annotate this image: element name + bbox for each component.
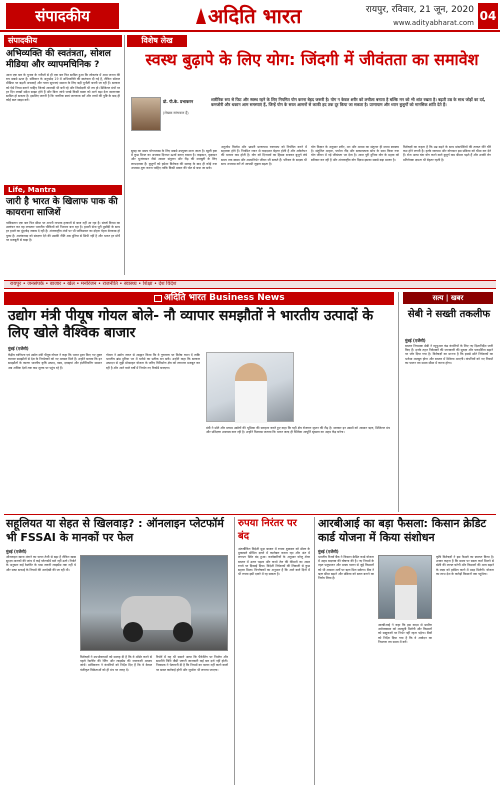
fssai-dateline: मुंबई (एजेंसी) <box>6 549 27 554</box>
special-article-label: विशेष लेख <box>127 35 187 47</box>
masthead <box>0 0 500 32</box>
newspaper-icon <box>154 295 162 302</box>
rbi-dateline: मुंबई (एजेंसी) <box>318 549 339 554</box>
page-number: 04 <box>478 3 498 29</box>
author-role: (लेखक स्तंभकार हैं) <box>163 111 189 115</box>
right-box <box>398 292 496 512</box>
fssai-col-3: रिपोर्ट में यह भी सामने आया कि पैकेजिंग पर निर्माण और समाप्ति तिथि जैसी जरूरी जानकारी कई बार दर्ज नहीं होती। नियामक ने चेतावनी दी है कि नियमों का पालन नहीं करने वालों पर सख्त कार्रवाई होगी और जुर्माना भी लगाया जाएगा। <box>156 655 228 672</box>
author-photo <box>131 97 161 131</box>
business-lead <box>4 306 394 512</box>
ticker-strip <box>4 280 496 289</box>
feature-col-2: अनुलोम विलोम और भ्रामरी प्राणायाम रक्तचाप को नियंत्रित करने में सहायक होते हैं। नियमित ध्यान से याददाश्त बेहतर होती है और अकेलेपन की भावना कम होती है। योग को दिनचर्या का हिस्सा बनाकर बुजुर्ग लंबे समय तक स्वस्थ और आत्मनिर्भर जीवन जी सकते हैं। परिवार के सदस्य भी साथ अभ्यास करें तो आपसी जुड़ाव बढ़ता है। <box>221 145 307 166</box>
fssai-col-1: ऑनलाइन खाना मंगाने का चलन तेजी से बढ़ा है लेकिन खाद्य सुरक्षा मानकों की जांच में कई प्लेटफॉर्म खरे नहीं उतरे। रिपोर्ट के अनुसार कई रेस्टोरेंट के पास जरूरी लाइसेंस तक नहीं थे और साफ सफाई के नियमों की अनदेखी की जा रही थी। <box>6 555 76 572</box>
column-divider <box>314 517 315 785</box>
editorial-body: आज एक बार के चुनाव के नतीजों से ही एक बार फिर साबित हुआ कि लोकतंत्र में आम जनता की राय सबसे ऊपर है। संविधान के अनुच्छेद 19 में अभिव्यक्ति की स्वतंत्रता दी गई है, लेकिन सोशल मीडिया पर बढ़ती अफवाहें और गलत सूचनाएं समाज के लिए बड़ी चुनौती बनती जा रही हैं। सरकार को ऐसे नियम बनाने चाहिए जिनसे आजादी भी बनी रहे और जिम्मेदारी भी तय हो। डिजिटल मंचों पर हर दिन लाखों संदेश साझा होते हैं और बिना जांचे परखे किसी खबर को आगे बढ़ा देना खतरनाक साबित हो सकता है। इसलिए जरूरी है कि नागरिक स्वयं जागरूक बनें और तथ्यों की पुष्टि के बाद ही कोई बात साझा करें। <box>6 73 120 103</box>
bottom-article-rupee <box>236 517 312 785</box>
left-column <box>4 35 122 275</box>
rbi-col-2: आरबीआई ने कहा कि इस कदम से ग्रामीण अर्थव्यवस्था को मजबूती मिलेगी और किसानों को साहूकारों पर निर्भर नहीं रहना पड़ेगा। बैंकों को निर्देश दिया गया है कि वे आवेदन का निपटारा तय समय में करें। <box>378 623 432 644</box>
column-divider <box>124 35 125 275</box>
feature-intro: शारीरिक रूप से फिट और स्वस्थ रहने के लिए नियमित योग करना बेहद जरूरी है। योग न केवल शरीर को लचीला बनाता है बल्कि मन को भी शांत रखता है। बढ़ती उम्र के साथ जोड़ों का दर्द, कमजोरी और थकान आम समस्याएं हैं, जिन्हें योग के सरल आसनों से काफी हद तक दूर किया जा सकता है। प्राणायाम और ध्यान बुजुर्गों को मानसिक शांति देते हैं। <box>211 97 486 108</box>
author-name: प्रो. पी.के. प्रभाकरन <box>163 99 194 104</box>
section-label-left: संपादकीय <box>6 3 119 29</box>
life-mantra-tag: Life, Mantra <box>4 185 122 195</box>
pak-headline: जारी है भारत के खिलाफ पाक की कायराना साजिशें <box>6 197 118 218</box>
bottom-article-rbi <box>316 517 496 785</box>
editorial-label: संपादकीय <box>4 35 122 47</box>
feature-col-1: सुबह का समय योगाभ्यास के लिए सबसे उपयुक्त माना जाता है। खुली हवा में कुछ मिनट का अभ्यास दिनभर ऊर्जा बनाए रखता है। ताड़ासन, वृक्षासन और भुजंगासन जैसे आसन संतुलन और रीढ़ की मजबूती के लिए लाभदायक हैं। बुजुर्गों को हमेशा विशेषज्ञ की सलाह के बाद ही कोई नया अभ्यास शुरू करना चाहिए ताकि किसी प्रकार की चोट से बचा जा सके। <box>131 149 217 170</box>
column-divider <box>234 517 235 785</box>
pak-body: पाकिस्तान एक बार फिर सीमा पर अपनी नापाक हरकतों से बाज नहीं आ रहा है। संघर्ष विराम का उल्लंघन कर वह लगातार भारतीय चौकियों को निशाना बना रहा है। हमारी सेना पूरी मुस्तैदी के साथ हर हमले का मुंहतोड़ जवाब दे रही है। अंतरराष्ट्रीय मंचों पर भी पाकिस्तान का दोहरा चेहरा बेनकाब हो चुका है। आतंकवाद को संरक्षण देने की उसकी नीति अब दुनिया से छिपी नहीं है और भारत हर मोर्चे पर मजबूती से खड़ा है। <box>6 221 120 242</box>
bottom-article-fssai <box>4 517 232 785</box>
business-col-2: गोयल ने उद्योग जगत से आह्वान किया कि वे गुणवत्ता पर विशेष ध्यान दें ताकि भारतीय ब्रांड दुनिया भर में भरोसे का प्रतीक बन सकें। उन्होंने कहा कि सरकार उत्पादन से जुड़ी प्रोत्साहन योजना के जरिए विनिर्माण क्षेत्र को लगातार मजबूत कर रही है और आने वाले वर्षों में निर्यात नए रिकॉर्ड बनाएगा। <box>106 353 200 370</box>
right-box-dateline: मुंबई (एजेंसी) <box>405 338 426 343</box>
author-box <box>131 97 207 147</box>
right-box-headline: सेबी ने सख्ती तकलीफ <box>407 309 491 320</box>
section-divider <box>4 514 496 515</box>
feature-title: स्वस्थ बुढ़ापे के लिए योग: जिंदगी में जीवंतता का समावेश <box>145 50 479 69</box>
city-date: रायपुर, रविवार, 21 जून, 2020 <box>365 5 474 15</box>
logo-text: अदिति भारत <box>208 4 302 28</box>
rupee-body: अंतरबैंकिंग विदेशी मुद्रा बाजार में रुपया शुक्रवार को डॉलर के मुकाबले सीमित दायरे में कारोबार करता रहा और अंत में लगभग स्थिर बंद हुआ। कारोबारियों के अनुसार घरेलू शेयर बाजार में उतार चढ़ाव और कच्चे तेल की कीमतों का असर रुपये पर दिखाई दिया। विदेशी निवेशकों की लिवाली से कुछ सहारा मिला। विश्लेषकों का अनुमान है कि आने वाले दिनों में भी रुपया इसी दायरे में रह सकता है। <box>238 547 310 577</box>
editorial-headline: अभिव्यक्ति की स्वतंत्रता, सोशल मीडिया और व्यापमचिनिक ? <box>6 49 111 70</box>
logo <box>196 3 302 29</box>
minister-photo <box>206 352 294 422</box>
business-col-3: मंत्री ने छोटे और मध्यम उद्योगों की भूमिका की सराहना करते हुए कहा कि यही क्षेत्र रोजगार सृजन की रीढ़ है। सरकार इन उद्यमों को आसान ऋण, डिजिटल मंच और प्रशिक्षण उपलब्ध करा रही है। उन्होंने विश्वास जताया कि भारत जल्द ही वैश्विक आपूर्ति श्रृंखला का अहम केंद्र बनेगा। <box>206 426 390 435</box>
feature-col-3: योग विज्ञान के अनुसार शरीर, मन और आत्मा का संतुलन ही सच्चा स्वास्थ्य है। संतुलित आहार, पर्याप्त नींद और सकारात्मक सोच के साथ किया गया योग जीवन में नई जीवंतता भर देता है। आज पूरी दुनिया योग के महत्व को स्वीकार कर रही है और अंतरराष्ट्रीय योग दिवस इसका सबसे बड़ा प्रमाण है। <box>311 145 399 162</box>
delivery-photo <box>80 555 228 651</box>
business-dateline: मुंबई (एजेंसी) <box>8 346 29 351</box>
fssai-headline: सहूलियत या सेहत से खिलवाड़? : ऑनलाइन प्लेटफॉर्म भी FSSAI के मानकों पर फेल <box>6 517 224 544</box>
business-band-title: अदिति भारत Business News <box>164 293 285 303</box>
feature-article <box>127 35 496 275</box>
rbi-col-1: भारतीय रिजर्व बैंक ने किसान क्रेडिट कार्ड योजना में अहम बदलाव की घोषणा की है। नए नियमों के तहत पशुपालन और मत्स्य पालन से जुड़े किसानों को भी आसान शर्तों पर ऋण मिल सकेगा। बैंक ने ऋण सीमा बढ़ाने और प्रक्रिया को सरल बनाने का निर्णय लिया है। <box>318 555 374 581</box>
business-band <box>4 292 394 305</box>
rupee-headline: रुपया निरंतर पर बंद <box>238 518 297 542</box>
rbi-figure <box>395 566 417 620</box>
minister-figure <box>235 363 267 423</box>
logo-emblem-icon <box>196 8 206 24</box>
right-box-label: सत्य | खबर <box>403 292 493 304</box>
feature-col-4: विशेषज्ञों का कहना है कि उम्र बढ़ने के साथ मांसपेशियों की ताकत धीरे धीरे कम होने लगती है। हल्के व्यायाम और योगासन इस प्रक्रिया को धीमा कर देते हैं। रोज आधा घंटा योग करने वाले बुजुर्ग कम बीमार पड़ते हैं और उनकी रोग प्रतिरोधक क्षमता भी बेहतर रहती है। <box>403 145 491 162</box>
scooter-wheel-rear <box>173 622 193 642</box>
scooter-wheel-front <box>123 622 143 642</box>
ticker-text: रायपुर • जनसंपर्क • बाजार • खेल • मनोरंजन • राजनीति • स्वास्थ्य • शिक्षा • देश विदेश <box>10 281 177 287</box>
rbi-col-3: कृषि विशेषज्ञों ने इस फैसले का स्वागत किया है। उनका कहना है कि समय पर सस्ता कर्ज मिलने से खेती की लागत घटेगी और किसानों की आय बढ़ाने के लक्ष्य को हासिल करने में मदद मिलेगी। योजना का लाभ देश के करोड़ों किसानों तक पहुंचेगा। <box>436 555 494 576</box>
website[interactable]: www.adityabharat.com <box>393 19 474 27</box>
rbi-photo <box>378 555 432 619</box>
right-box-body: बाजार नियामक सेबी ने म्यूचुअल फंड कंपनियों के लिए नए दिशानिर्देश जारी किए हैं। इनके तहत निवेशकों की जानकारी की सुरक्षा और पारदर्शिता बढ़ाने पर जोर दिया गया है। विशेषज्ञों का मानना है कि इससे छोटे निवेशकों का भरोसा मजबूत होगा और बाजार में स्थिरता आएगी। कंपनियों को नए नियमों का पालन तय समय सीमा में करना होगा। <box>405 344 493 365</box>
rbi-headline: आरबीआई का बड़ा फैसला: किसान क्रेडिट कार्ड योजना में किया संशोधन <box>318 517 487 544</box>
business-headline: उद्योग मंत्री पीयूष गोयल बोले- नौ व्यापार समझौतों ने भारतीय उत्पादों के लिए खोले वैश्विक बाजार <box>8 308 374 341</box>
fssai-col-2: विशेषज्ञों ने उपभोक्ताओं को सलाह दी है कि वे ऑर्डर करने से पहले रेस्टोरेंट की रेटिंग और लाइसेंस की जानकारी अवश्य जांचें। प्राधिकरण ने कंपनियों को निर्देश दिए हैं कि वे केवल पंजीकृत विक्रेताओं को ही मंच पर जगह दें। <box>80 655 152 672</box>
business-col-1: केंद्रीय वाणिज्य एवं उद्योग मंत्री पीयूष गोयल ने कहा कि भारत द्वारा किए गए मुक्त व्यापार समझौतों से देश के निर्यातकों को नए अवसर मिले हैं। उन्होंने बताया कि इन समझौतों के कारण भारतीय कृषि उत्पाद, वस्त्र, दवाइयां और इंजीनियरिंग सामान अब अधिक देशों तक कम शुल्क पर पहुंच रहे हैं। <box>8 353 102 370</box>
